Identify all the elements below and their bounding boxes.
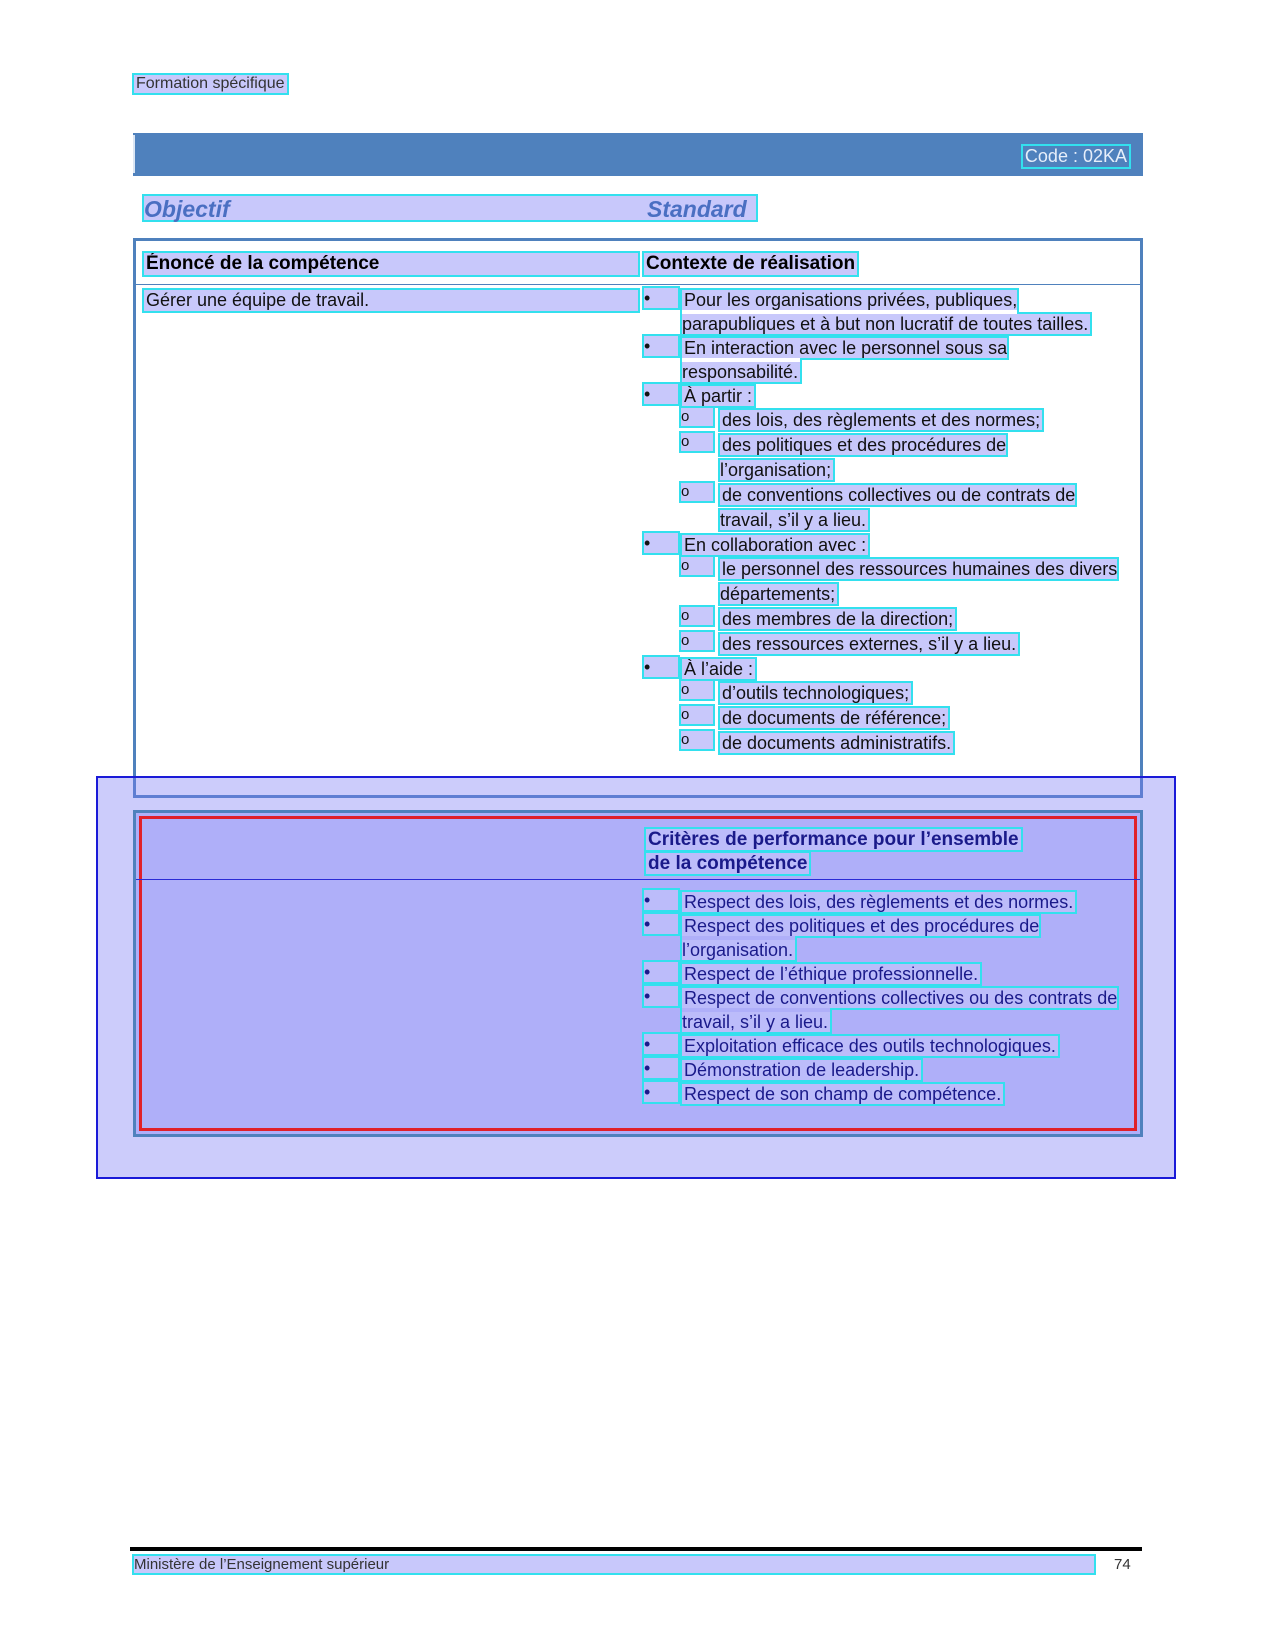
sub-bullet-icon: o xyxy=(681,557,713,575)
context-item xyxy=(644,533,1124,557)
context-subitem xyxy=(644,607,1124,632)
sub-bullet-icon: o xyxy=(681,681,713,699)
context-subitem-text: de documents de référence; xyxy=(722,708,947,728)
competence-header: Énoncé de la compétence xyxy=(144,253,638,275)
criteria-item xyxy=(644,890,1124,914)
objective-title: Objectif xyxy=(144,196,230,222)
criteria-header-line2: de la compétence xyxy=(648,853,808,874)
criteria-item-text: Exploitation efficace des outils technologiques. xyxy=(684,1036,1056,1056)
context-subitem xyxy=(644,557,1124,607)
criteria-header xyxy=(644,828,1023,876)
criteria-item xyxy=(644,962,1124,986)
context-header: Contexte de réalisation xyxy=(646,253,856,274)
criteria-item xyxy=(644,986,1124,1034)
bullet-icon: • xyxy=(644,1058,678,1078)
context-item-text: À l’aide : xyxy=(684,659,754,679)
context-subitem-text: des ressources externes, s’il y a lieu. xyxy=(722,634,1017,654)
bullet-icon: • xyxy=(644,890,678,910)
context-subitem-text: le personnel des ressources humaines des divers départements; xyxy=(720,559,1118,604)
context-subitem xyxy=(644,706,1124,731)
bullet-icon: • xyxy=(644,533,678,553)
document-header-label: Formation spécifique xyxy=(136,75,285,92)
bullet-icon: • xyxy=(644,657,678,677)
criteria-item xyxy=(644,1082,1124,1106)
sub-bullet-icon: o xyxy=(681,433,713,451)
context-item xyxy=(644,288,1124,336)
bullet-icon: • xyxy=(644,914,678,934)
criteria-list xyxy=(644,890,1124,1106)
context-subitem-text: des politiques et des procédures de l’organisation; xyxy=(720,435,1007,480)
context-subitem xyxy=(644,681,1124,706)
bullet-icon: • xyxy=(644,1082,678,1102)
footer-rule xyxy=(130,1547,1142,1551)
sub-bullet-icon: o xyxy=(681,483,713,501)
context-subitem xyxy=(644,731,1124,756)
bullet-icon: • xyxy=(644,384,678,404)
footer-ministry: Ministère de l’Enseignement supérieur xyxy=(134,1556,1094,1573)
context-subitem-text: de conventions collectives ou de contrats de travail, s’il y a lieu. xyxy=(720,485,1076,530)
context-item-text: À partir : xyxy=(684,386,753,406)
bullet-icon: • xyxy=(644,986,678,1006)
criteria-item-text: Respect de l’éthique professionnelle. xyxy=(684,964,979,984)
section-title-row xyxy=(144,196,756,220)
context-subitem-text: de documents administratifs. xyxy=(722,733,952,753)
standard-title: Standard xyxy=(647,196,747,222)
sub-bullet-icon: o xyxy=(681,632,713,650)
criteria-item-text: Respect de son champ de compétence. xyxy=(684,1084,1002,1104)
sub-bullet-icon: o xyxy=(681,607,713,625)
criteria-item xyxy=(644,1058,1124,1082)
context-item xyxy=(644,657,1124,681)
code-bar xyxy=(133,133,1143,176)
criteria-item-text: Respect des lois, des règlements et des normes. xyxy=(684,892,1074,912)
criteria-item-text: Respect de conventions collectives ou des contrats de travail, s’il y a lieu. xyxy=(682,988,1118,1032)
context-list xyxy=(644,288,1124,756)
context-item-text: En collaboration avec : xyxy=(684,535,867,555)
sub-bullet-icon: o xyxy=(681,706,713,724)
program-code: Code : 02KA xyxy=(1024,146,1127,166)
context-subitem xyxy=(644,483,1124,533)
criteria-item-text: Respect des politiques et des procédures de l’organisation. xyxy=(682,916,1040,960)
context-subitem-text: des membres de la direction; xyxy=(722,609,954,629)
context-item xyxy=(644,336,1124,384)
bullet-icon: • xyxy=(644,288,678,308)
context-subitem-text: d’outils technologiques; xyxy=(722,683,910,703)
context-subitem-text: des lois, des règlements et des normes; xyxy=(722,410,1041,430)
table-header-divider xyxy=(136,284,1140,285)
context-subitem xyxy=(644,433,1124,483)
sub-bullet-icon: o xyxy=(681,731,713,749)
context-item-text: Pour les organisations privées, publiques, parapubliques et à but non lucratif de toutes tailles. xyxy=(682,290,1089,334)
context-subitem xyxy=(644,408,1124,433)
criteria-item xyxy=(644,1034,1124,1058)
bullet-icon: • xyxy=(644,1034,678,1054)
context-item xyxy=(644,384,1124,408)
competence-statement: Gérer une équipe de travail. xyxy=(144,290,638,311)
bullet-icon: • xyxy=(644,336,678,356)
context-subitem xyxy=(644,632,1124,657)
criteria-item xyxy=(644,914,1124,962)
code-bar-edge xyxy=(133,135,135,173)
sub-bullet-icon: o xyxy=(681,408,713,426)
criteria-item-text: Démonstration de leadership. xyxy=(684,1060,920,1080)
page-number: 74 xyxy=(1114,1556,1131,1573)
criteria-header-line1: Critères de performance pour l’ensemble xyxy=(648,829,1019,850)
criteria-header-divider xyxy=(136,879,1140,880)
bullet-icon: • xyxy=(644,962,678,982)
context-item-text: En interaction avec le personnel sous sa responsabilité. xyxy=(682,338,1008,382)
